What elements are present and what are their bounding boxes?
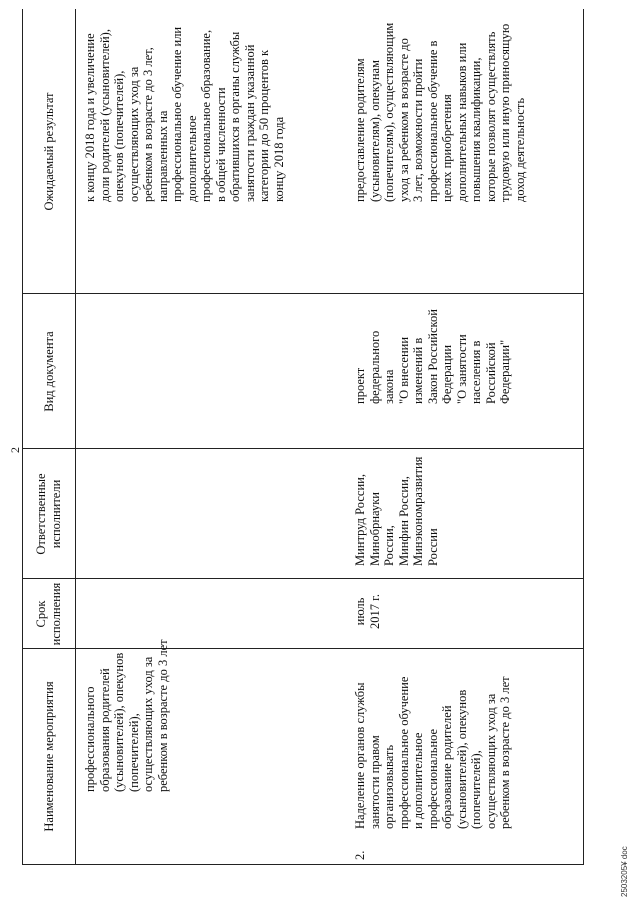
footer-code: 2503205¥ doc: [620, 846, 629, 897]
col-divider: [23, 448, 583, 449]
header-name: Наименование мероприятия: [41, 681, 56, 832]
measures-table: [22, 9, 584, 865]
row2-term: июль 2017 г.: [353, 594, 382, 629]
header-result: Ожидаемый результат: [41, 92, 56, 211]
col-divider: [23, 293, 583, 294]
row1-name: профессионального образования родителей (усыновителей), опекунов (попечителей), осуществляющих уход за ребенком в возрасте до 3 лет: [83, 639, 170, 792]
col-divider: [23, 578, 583, 579]
header-doc-type: Вид документа: [41, 331, 56, 412]
row2-name: Наделение органов службы занятости правом организовывать профессиональное обучение и дополнительное профессиональное образование родителей (усыновителей), опекунов (попечителей), осуществляющих уход за ребенком в возрасте до 3 лет: [353, 676, 512, 829]
header-executors: Ответственные исполнители: [34, 473, 63, 555]
row2-executors: Минтруд России, Минобрнауки России, Минфин России, Минэкономразвития России: [353, 456, 440, 566]
row2-number: 2.: [353, 850, 367, 860]
row2-result: предоставление родителям (усыновителям), опекунам (попечителям), осуществляющим уход за ребенком в возрасте до 3 лет, возможности пройти профессиональное обучение в целях приобретения дополнительных навыков или повышения квалификации, которые позволят осуществлять трудовую или иную приносящую доход деятельность: [353, 22, 527, 202]
page-number: 2: [8, 447, 22, 453]
row2-doc-type: проект федерального закона "О внесении изменений в Закон Российской Федерации "О занятости населения в Российской Федерации": [353, 309, 512, 404]
row1-result: к концу 2018 года и увеличение доли родителей (усыновителей), опекунов (попечителей), осуществляющих уход за ребенком в возрасте до 3 лет, направленных на профессиональное обучение или дополнительное профессиональное образование, в общей численности обратившихся в органы службы занятости граждан указанной категории до 50 процентов к концу 2018 года: [83, 26, 286, 202]
header-divider: [75, 9, 76, 864]
header-term: Срок исполнения: [34, 582, 63, 646]
